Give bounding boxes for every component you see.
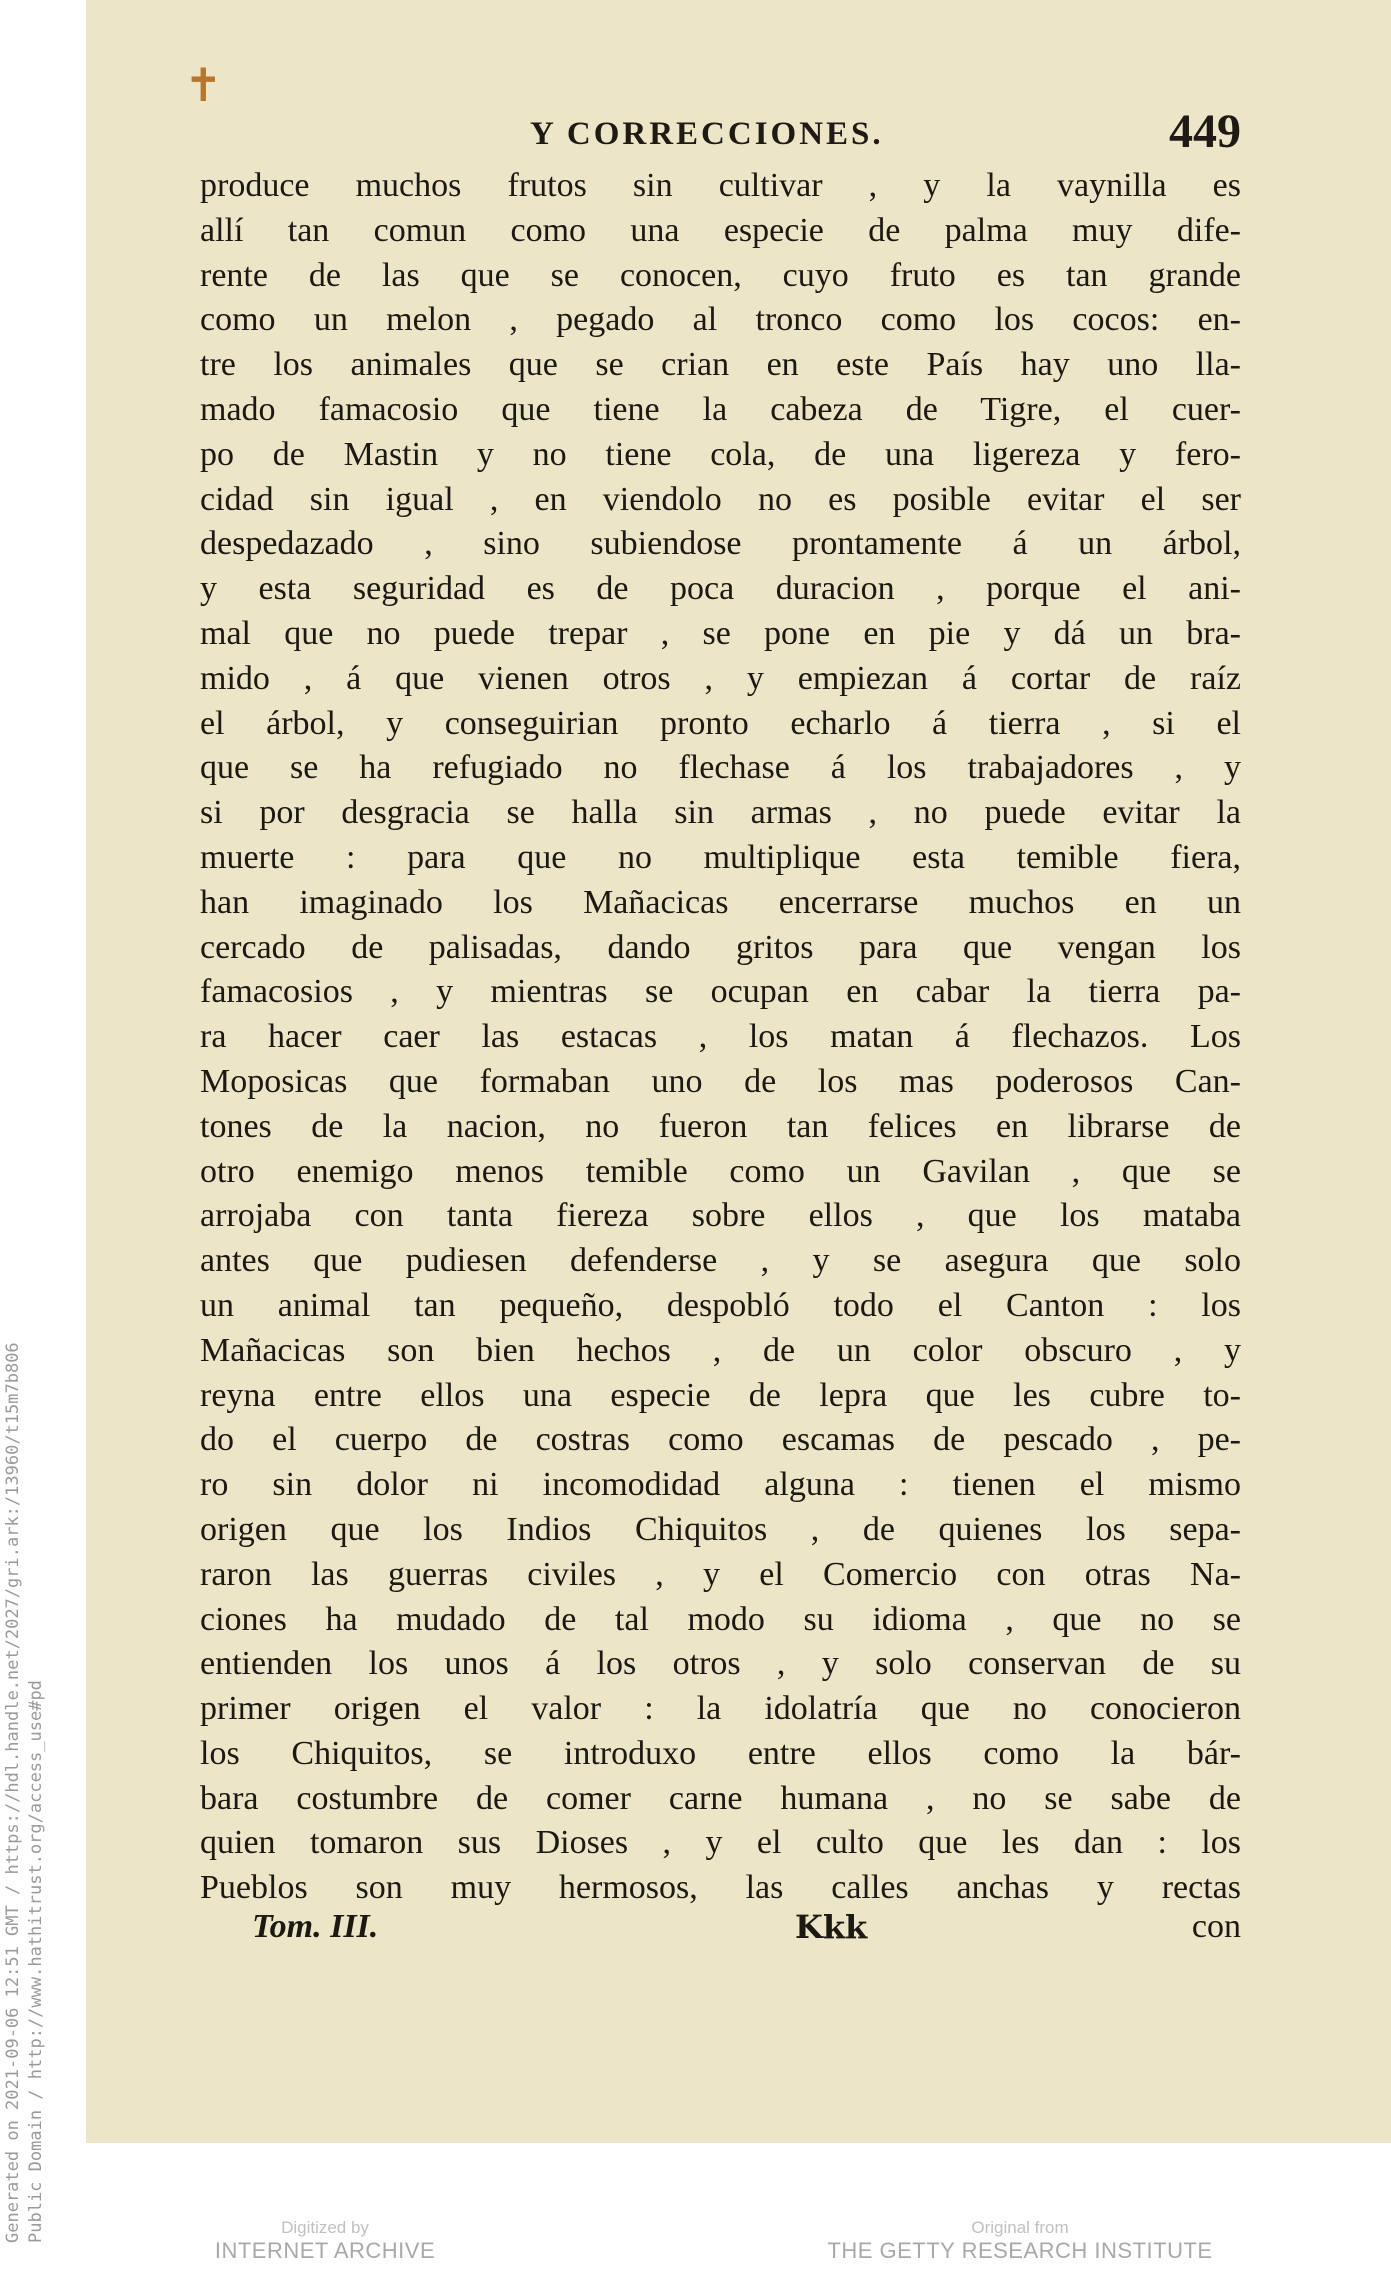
text-line: si por desgracia se halla sin armas , no puede evitar la — [200, 794, 1241, 832]
text-line: entienden los unos á los otros , y solo conservan de su — [200, 1645, 1241, 1683]
volume-label: Tom. III. — [252, 1908, 379, 1945]
text-line: ciones ha mudado de tal modo su idioma , que no se — [200, 1600, 1241, 1638]
internet-archive-label: INTERNET ARCHIVE — [214, 2238, 436, 2263]
text-line: do el cuerpo de costras como escamas de pescado , pe- — [200, 1421, 1241, 1459]
text-line: rente de las que se conocen, cuyo fruto es tan grande — [200, 256, 1241, 294]
text-line: Moposicas que formaban uno de los mas poderosos Can- — [200, 1062, 1241, 1100]
text-line: mido , á que vienen otros , y empiezan á cortar de raíz — [200, 659, 1241, 697]
original-from-credit — [820, 2218, 1220, 2264]
text-line: ra hacer caer las estacas , los matan á flechazos. Los — [200, 1018, 1241, 1056]
text-line: como un melon , pegado al tronco como los cocos: en- — [200, 301, 1241, 339]
text-line: po de Mastin y no tiene cola, de una ligereza y fero- — [200, 435, 1241, 473]
text-line: cidad sin igual , en viendolo no es posible evitar el ser — [200, 480, 1241, 518]
digitized-by-credit — [200, 2218, 450, 2264]
text-line: han imaginado los Mañacicas encerrarse muchos en un — [200, 883, 1241, 921]
text-line: reyna entre ellos una especie de lepra que les cubre to- — [200, 1376, 1241, 1414]
text-line: los Chiquitos, se introduxo entre ellos como la bár- — [200, 1734, 1241, 1772]
running-head: Y CORRECCIONES. — [530, 116, 884, 152]
text-line: famacosios , y mientras se ocupan en cabar la tierra pa- — [200, 973, 1241, 1011]
text-line: y esta seguridad es de poca duracion , porque el ani- — [200, 570, 1241, 608]
text-line: cercado de palisadas, dando gritos para que vengan los — [200, 928, 1241, 966]
text-line: tones de la nacion, no fueron tan felices en librarse de — [200, 1107, 1241, 1145]
text-line: arrojaba con tanta fiereza sobre ellos , que los mataba — [200, 1197, 1241, 1235]
digitized-by-label: Digitized by — [281, 2218, 369, 2237]
text-line: mal que no puede trepar , se pone en pie y dá un bra- — [200, 614, 1241, 652]
original-from-label: Original from — [971, 2218, 1069, 2237]
text-line: antes que pudiesen defenderse , y se asegura que solo — [200, 1242, 1241, 1280]
page-header — [200, 105, 1241, 170]
text-line: muerte : para que no multiplique esta temible fiera, — [200, 838, 1241, 876]
signature-mark: Kkk — [795, 1908, 868, 1946]
page-number: 449 — [1169, 105, 1241, 158]
text-line: produce muchos frutos sin cultivar , y la vaynilla es — [200, 167, 1241, 204]
text-line: Mañacicas son bien hechos , de un color obscuro , y — [200, 1331, 1241, 1369]
generation-stamp-line: Generated on 2021-09-06 12:51 GMT / https://hdl.handle.net/2027/gri.ark:/13960/t15m7b806 — [3, 1342, 23, 2243]
generation-stamp — [2, 1342, 48, 2243]
text-line: un animal tan pequeño, despobló todo el Canton : los — [200, 1286, 1241, 1324]
text-line: raron las guerras civiles , y el Comercio con otras Na- — [200, 1555, 1241, 1593]
text-line: allí tan comun como una especie de palma muy dife- — [200, 211, 1241, 249]
text-line: otro enemigo menos temible como un Gavilan , que se — [200, 1152, 1241, 1190]
text-line: primer origen el valor : la idolatría que no conocieron — [200, 1690, 1241, 1728]
text-line: bara costumbre de comer carne humana , no se sabe de — [200, 1779, 1241, 1817]
text-line: mado famacosio que tiene la cabeza de Tigre, el cuer- — [200, 390, 1241, 428]
ornament-mark: ✝ — [184, 58, 223, 112]
text-line: que se ha refugiado no flechase á los trabajadores , y — [200, 749, 1241, 787]
text-line: ro sin dolor ni incomodidad alguna : tienen el mismo — [200, 1466, 1241, 1504]
page-footer — [200, 1908, 1241, 1956]
catchword: con — [1191, 1908, 1241, 1945]
rights-stamp-line: Public Domain / http://www.hathitrust.org/access_use#pd — [26, 1680, 46, 2243]
text-line: quien tomaron sus Dioses , y el culto que les dan : los — [200, 1824, 1241, 1862]
text-line: despedazado , sino subiendose prontamente á un árbol, — [200, 525, 1241, 563]
body-text — [200, 164, 1241, 1911]
getty-institute-label: THE GETTY RESEARCH INSTITUTE — [827, 2238, 1213, 2263]
text-line: origen que los Indios Chiquitos , de quienes los sepa- — [200, 1510, 1241, 1548]
text-line: Pueblos son muy hermosos, las calles anchas y rectas — [200, 1869, 1241, 1907]
text-line: el árbol, y conseguirian pronto echarlo á tierra , si el — [200, 704, 1241, 742]
text-line: tre los animales que se crian en este País hay uno lla- — [200, 346, 1241, 384]
